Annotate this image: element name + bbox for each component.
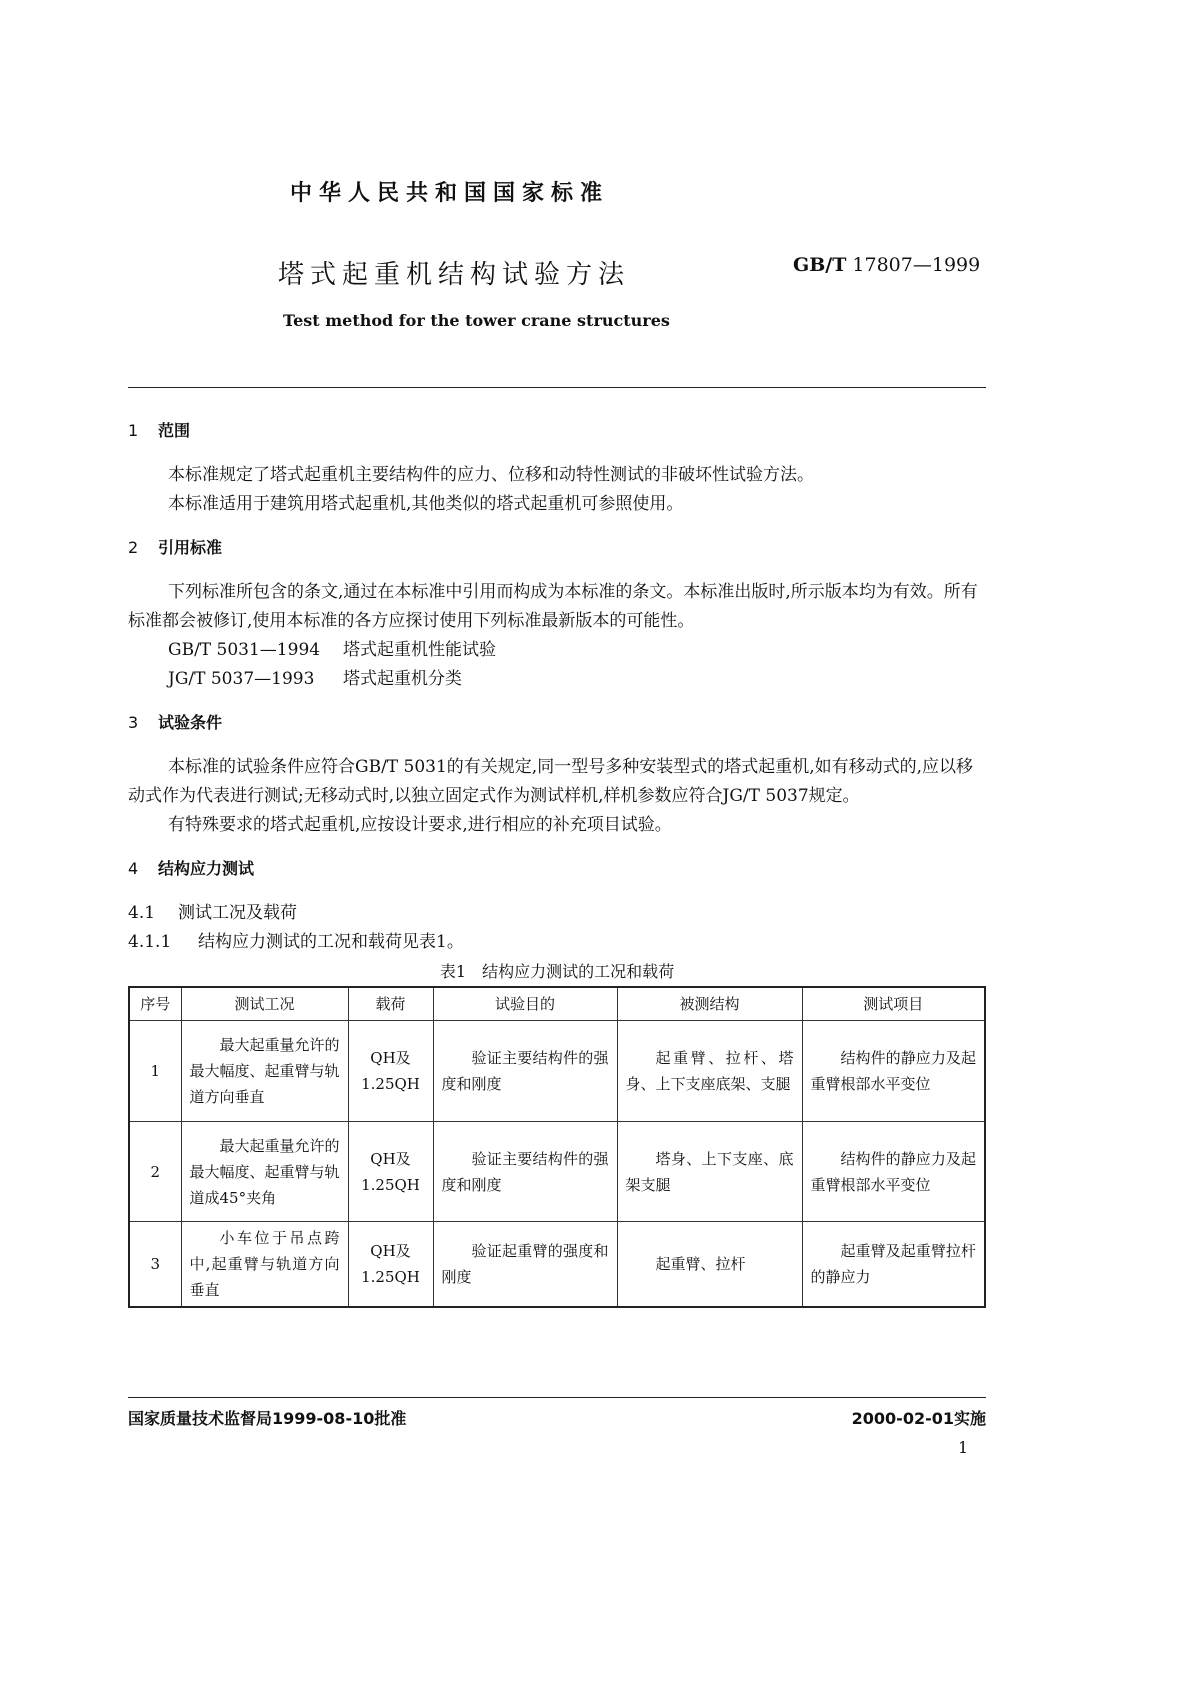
table-row <box>129 1021 985 1122</box>
section-heading: 2 引用标准 <box>128 538 223 557</box>
table-row <box>129 1122 985 1222</box>
cell: 验证起重臂的强度和刚度 <box>433 1222 617 1307</box>
cell: 验证主要结构件的强度和刚度 <box>433 1122 617 1222</box>
cell: 小车位于吊点跨中,起重臂与轨道方向垂直 <box>181 1222 348 1307</box>
cell: QH及1.25QH <box>348 1222 433 1307</box>
paragraph: 本标准规定了塔式起重机主要结构件的应力、位移和动特性测试的非破坏性试验方法。 <box>168 465 814 485</box>
page-number: 1 <box>958 1438 969 1457</box>
footer-rule <box>128 1397 986 1398</box>
paragraph: 有特殊要求的塔式起重机,应按设计要求,进行相应的补充项目试验。 <box>168 815 672 835</box>
footer <box>128 1406 986 1429</box>
section-heading: 4 结构应力测试 <box>128 859 255 878</box>
cell: 3 <box>129 1222 181 1307</box>
approval-date: 国家质量技术监督局1999-08-10批准 <box>128 1409 407 1428</box>
header-cell: 测试项目 <box>802 987 985 1021</box>
cell: 结构件的静应力及起重臂根部水平变位 <box>802 1122 985 1222</box>
cell: 最大起重量允许的最大幅度、起重臂与轨道成45°夹角 <box>181 1122 348 1222</box>
header-cell: 测试工况 <box>181 987 348 1021</box>
standard-type: 中华人民共和国国家标准 <box>290 181 610 206</box>
reference-item: JG/T 5037—1993 塔式起重机分类 <box>168 669 462 689</box>
cell: 2 <box>129 1122 181 1222</box>
header-rule <box>128 387 986 388</box>
code-number: 17807—1999 <box>852 254 981 276</box>
cell: QH及1.25QH <box>348 1122 433 1222</box>
cell: 结构件的静应力及起重臂根部水平变位 <box>802 1021 985 1122</box>
cell: QH及1.25QH <box>348 1021 433 1122</box>
cell: 最大起重量允许的最大幅度、起重臂与轨道方向垂直 <box>181 1021 348 1122</box>
paragraph: 下列标准所包含的条文,通过在本标准中引用而构成为本标准的条文。本标准出版时,所示版本均为有效。所有标准都会被修订,使用本标准的各方应探讨使用下列标准最新版本的可能性。 <box>128 582 978 631</box>
table-header-row <box>129 987 985 1021</box>
subsection-heading: 4.1 测试工况及载荷 <box>128 903 297 923</box>
header-cell: 被测结构 <box>617 987 802 1021</box>
table-caption: 表1 结构应力测试的工况和载荷 <box>439 962 675 981</box>
cell: 起重臂、拉杆、塔身、上下支座底架、支腿 <box>617 1021 802 1122</box>
header-cell: 试验目的 <box>433 987 617 1021</box>
reference-item: GB/T 5031—1994 塔式起重机性能试验 <box>168 640 496 660</box>
english-title: Test method for the tower crane structures <box>283 311 670 330</box>
subsection-heading: 4.1.1 结构应力测试的工况和载荷见表1。 <box>128 932 464 952</box>
cell: 起重臂、拉杆 <box>617 1222 802 1307</box>
cell: 塔身、上下支座、底架支腿 <box>617 1122 802 1222</box>
body-text <box>128 416 986 1308</box>
standard-code <box>793 254 980 276</box>
cell: 起重臂及起重臂拉杆的静应力 <box>802 1222 985 1307</box>
section-heading: 3 试验条件 <box>128 713 223 732</box>
effective-date: 2000-02-01实施 <box>851 1409 986 1428</box>
header-cell: 序号 <box>129 987 181 1021</box>
paragraph: 本标准适用于建筑用塔式起重机,其他类似的塔式起重机可参照使用。 <box>168 494 684 514</box>
load-conditions-table <box>128 986 986 1308</box>
cell: 1 <box>129 1021 181 1122</box>
code-prefix: GB/T <box>793 254 847 276</box>
table-row <box>129 1222 985 1307</box>
section-heading: 1 范围 <box>128 421 191 440</box>
cell: 验证主要结构件的强度和刚度 <box>433 1021 617 1122</box>
paragraph: 本标准的试验条件应符合GB/T 5031的有关规定,同一型号多种安装型式的塔式起重机,如有移动式的,应以移动式作为代表进行测试;无移动式时,以独立固定式作为测试样机,样机参数应符合JG/T 5037规定。 <box>128 757 974 806</box>
document-title: 塔式起重机结构试验方法 <box>278 260 631 290</box>
header-cell: 载荷 <box>348 987 433 1021</box>
